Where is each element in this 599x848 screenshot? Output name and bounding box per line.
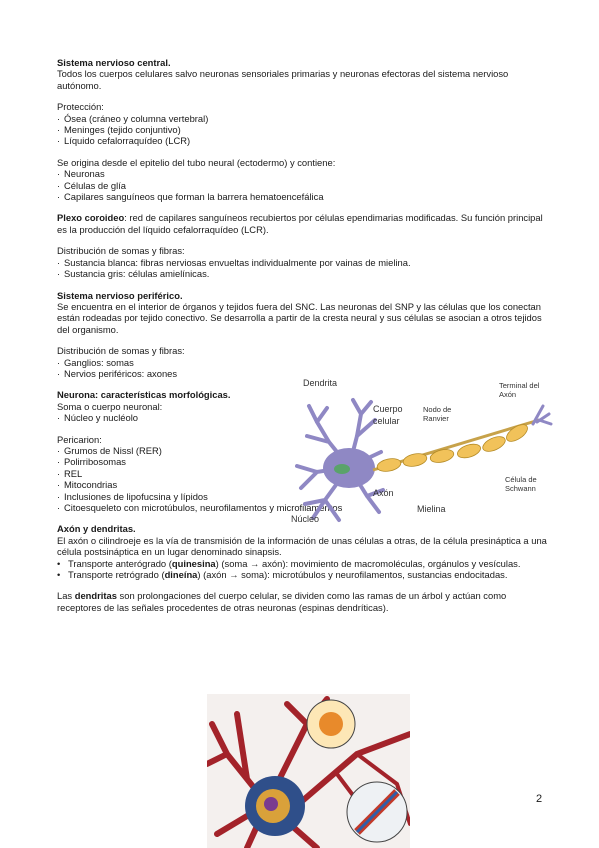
plexo-block	[57, 212, 547, 235]
plexo-term: Plexo coroideo	[57, 212, 125, 224]
page-number: 2	[536, 793, 543, 805]
label-nucleo: Núcleo	[291, 514, 320, 524]
snp-section	[57, 290, 547, 336]
list-item	[57, 569, 547, 580]
list-item: · Sustancia gris: células amielínicas.	[57, 268, 547, 279]
label-terminal-2: Axón	[499, 390, 517, 399]
proteccion-label: Protección:	[57, 101, 104, 113]
snc-distrib-list	[57, 257, 547, 280]
list-item: · Ganglios: somas	[57, 357, 287, 368]
list-item: · Capilares sanguíneos que forman la barrera hematoencefálica	[57, 191, 547, 202]
snp-distrib-label: Distribución de somas y fibras:	[57, 345, 185, 357]
proteccion-list	[57, 113, 547, 147]
text-span: ) (axón → soma): microtúbulos y neurofilamentos, sustancias endocitadas.	[197, 569, 508, 581]
origen-block	[57, 157, 547, 203]
label-dendrita: Dendrita	[303, 378, 338, 388]
snc-distrib-label: Distribución de somas y fibras:	[57, 245, 185, 257]
snc-title: Sistema nervioso central.	[57, 57, 171, 68]
label-cuerpo-2: celular	[373, 416, 400, 426]
label-celula-1: Célula de	[505, 475, 537, 484]
list-item: · Núcleo y nucléolo	[57, 412, 287, 423]
text-span: son prolongaciones del cuerpo celular, se dividen como las ramas de un árbol y actúan como receptores de las señales procedentes de otras neuronas (espinas dendríticas).	[57, 590, 507, 613]
contiene-list	[57, 168, 547, 202]
list-item: · Polirribosomas	[57, 456, 547, 467]
list-item: · Neuronas	[57, 168, 547, 179]
snc-intro: Todos los cuerpos celulares salvo neuronas sensoriales primarias y neuronas efectoras del sistema nervioso autónomo.	[57, 68, 509, 91]
snc-distrib-block	[57, 245, 547, 279]
axon-intro: El axón o cilindroeje es la vía de transmisión de la información de unas células a otras, de la célula presináptica a una célula postsináptica en un lugar denominado sinapsis.	[57, 534, 547, 558]
label-mielina: Mielina	[417, 504, 446, 514]
neuron-illustration-svg	[207, 694, 410, 848]
list-item: · Ósea (cráneo y columna vertebral)	[57, 113, 547, 124]
dendritas-paragraph	[57, 590, 547, 613]
neuron-diagram	[287, 372, 555, 532]
snc-section	[57, 57, 547, 91]
label-nodo-2: Ranvier	[423, 414, 449, 423]
text-span: ) (soma → axón): movimiento de macromoléculas, orgánulos y vesículas.	[215, 557, 521, 569]
snp-intro: Se encuentra en el interior de órganos y tejidos fuera del SNC. Las neuronas del SNP y las células que los conectan están rodeadas por tejido conectivo. Se desarrolla a partir de la cresta neural y sus células se asocian a otros tejidos del organismo.	[57, 300, 542, 335]
list-item: · Grumos de Nissl (RER)	[57, 445, 547, 456]
label-terminal-1: Terminal del	[499, 381, 540, 390]
dendritas-block	[57, 590, 547, 613]
plexo-paragraph	[57, 212, 547, 235]
list-item: · Nervios periféricos: axones	[57, 368, 287, 379]
text-span: Transporte retrógrado (	[68, 569, 165, 581]
list-item: · Citoesqueleto con microtúbulos, neurofilamentos y microfilamentos	[57, 502, 547, 513]
snp-title: Sistema nervioso periférico.	[57, 289, 183, 301]
list-item	[57, 558, 547, 569]
origen-text: Se origina desde el epitelio del tubo neural (ectodermo) y contiene:	[57, 156, 336, 168]
list-item: · Líquido cefalorraquídeo (LCR)	[57, 135, 547, 146]
transporte-list	[57, 558, 547, 581]
list-item: · Sustancia blanca: fibras nerviosas envueltas individualmente por vainas de mielina.	[57, 257, 547, 268]
dendritas-term: dendritas	[74, 590, 117, 602]
list-item: · Meninges (tejido conjuntivo)	[57, 124, 547, 135]
soma-label: Soma o cuerpo neuronal:	[57, 400, 163, 412]
label-cuerpo-1: Cuerpo	[373, 404, 403, 414]
text-span: Transporte anterógrado (	[68, 557, 172, 569]
dineina-term: dineína	[164, 569, 198, 581]
list-item: · REL	[57, 468, 547, 479]
snp-distrib-block	[57, 345, 287, 379]
plexo-text: : red de capilares sanguíneos recubiertos por células ependimarias modificadas. Su función principal es la producción del líquido cefalorraquídeo (LCR).	[57, 212, 543, 235]
snp-distrib-list	[57, 357, 287, 380]
list-item: · Células de glía	[57, 180, 547, 191]
label-celula-2: Schwann	[505, 484, 536, 493]
neuron-illustration	[207, 694, 410, 848]
neurona-title: Neurona: características morfológicas.	[57, 389, 231, 401]
label-axon: Axón	[373, 488, 394, 498]
neurona-section	[57, 389, 287, 423]
axon-terminal	[533, 406, 551, 424]
label-nodo-1: Nodo de	[423, 405, 452, 414]
page-content	[57, 57, 547, 623]
soma-list	[57, 412, 287, 423]
axon-title: Axón y dendritas.	[57, 523, 136, 535]
proteccion-block	[57, 101, 547, 147]
nucleus	[334, 464, 350, 474]
text-span: Las	[57, 590, 75, 602]
quinesina-term: quinesina	[171, 557, 216, 569]
list-item: · Mitocondrias	[57, 479, 547, 490]
pericarion-label: Pericarion:	[57, 433, 102, 445]
list-item: · Inclusiones de lipofucsina y lípidos	[57, 491, 547, 502]
